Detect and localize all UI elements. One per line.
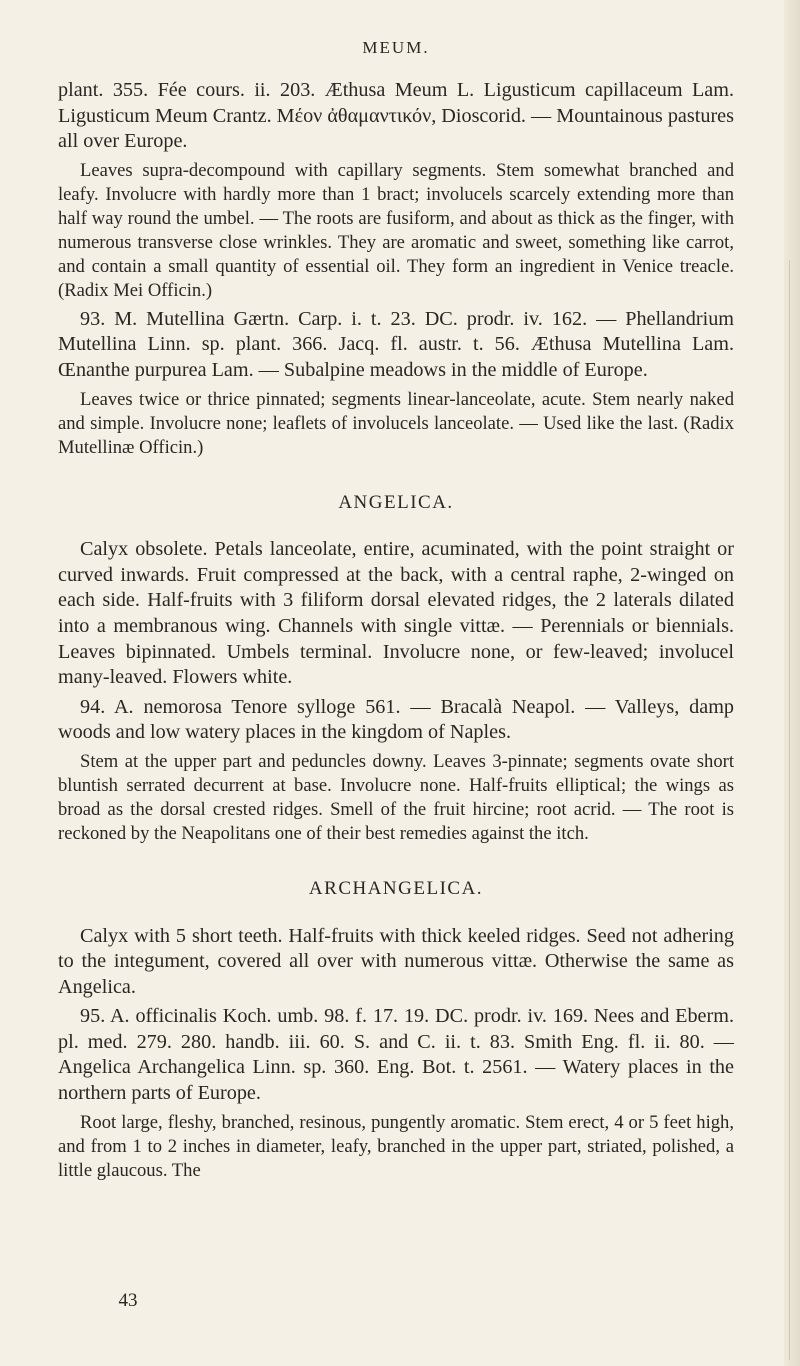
page-edge-line <box>789 260 790 1360</box>
body-text <box>58 78 734 1183</box>
paragraph: Calyx obsolete. Petals lanceolate, entire, acuminated, with the point straight or curved inwards. Fruit compressed at the back, with a central raphe, 2-winged on each side. Half-fruits with 3 filiform dorsal elevated ridges, the 2 laterals dilated into a membranous wing. Channels with single vittæ. — Perennials or biennials. Leaves bipinnated. Umbels terminal. Involucre none, or few-leaved; involucel many-leaved. Flowers white. <box>58 538 734 689</box>
paragraph: Leaves supra-decompound with capillary segments. Stem somewhat branched and leafy. Involucre with hardly more than 1 bract; involucels scarcely extending more than half way round the umbel. — The roots are fusiform, and about as thick as the finger, with numerous transverse close wrinkles. They are aromatic and sweet, something like carrot, and contain a small quantity of essential oil. They form an ingredient in Venice treacle. (Radix Mei Officin.) <box>58 159 734 301</box>
section-heading: ARCHANGELICA. <box>308 877 484 899</box>
page-number: 43 <box>118 1290 138 1311</box>
running-head: MEUM. <box>362 38 430 57</box>
paragraph: 93. M. Mutellina Gærtn. Carp. i. t. 23. DC. prodr. iv. 162. — Phellandrium Mutellina Linn. sp. plant. 366. Jacq. fl. austr. t. 56. Æthusa Mutellina Lam. Œnanthe purpurea Lam. — Subalpine meadows in the middle of Europe. <box>58 307 734 381</box>
page-edge <box>784 0 800 1366</box>
book-page <box>58 0 734 1366</box>
paragraph: Root large, fleshy, branched, resinous, pungently aromatic. Stem erect, 4 or 5 feet high, and from 1 to 2 inches in diameter, leafy, branched in the upper part, striated, polished, a little glaucous. The <box>58 1111 734 1181</box>
paragraph: 94. A. nemorosa Tenore sylloge 561. — Bracalà Neapol. — Valleys, damp woods and low watery places in the kingdom of Naples. <box>58 695 734 744</box>
paragraph: Stem at the upper part and peduncles downy. Leaves 3-pinnate; segments ovate short bluntish serrated decurrent at base. Involucre none. Half-fruits elliptical; the wings as broad as the dorsal crested ridges. Smell of the fruit hircine; root acrid. — The root is reckoned by the Neapolitans one of their best remedies against the itch. <box>58 750 734 844</box>
paragraph: 95. A. officinalis Koch. umb. 98. f. 17. 19. DC. prodr. iv. 169. Nees and Eberm. pl. med. 279. 280. handb. iii. 60. S. and C. ii. t. 83. Smith Eng. fl. ii. 80. — Angelica Archangelica Linn. sp. 360. Eng. Bot. t. 2561. — Watery places in the northern parts of Europe. <box>58 1005 734 1105</box>
paragraph: plant. 355. Fée cours. ii. 203. Æthusa Meum L. Ligusticum capillaceum Lam. Ligusticum Meum Crantz. Μέον ἀθαμαντικόν, Dioscorid. — Mountainous pastures all over Europe. <box>58 79 734 153</box>
paragraph: Calyx with 5 short teeth. Half-fruits with thick keeled ridges. Seed not adhering to the integument, covered all over with numerous vittæ. Otherwise the same as Angelica. <box>58 924 734 998</box>
section-heading: ANGELICA. <box>338 491 454 513</box>
paragraph: Leaves twice or thrice pinnated; segments linear-lanceolate, acute. Stem nearly naked and simple. Involucre none; leaflets of involucels lanceolate. — Used like the last. (Radix Mutellinæ Officin.) <box>58 388 734 458</box>
